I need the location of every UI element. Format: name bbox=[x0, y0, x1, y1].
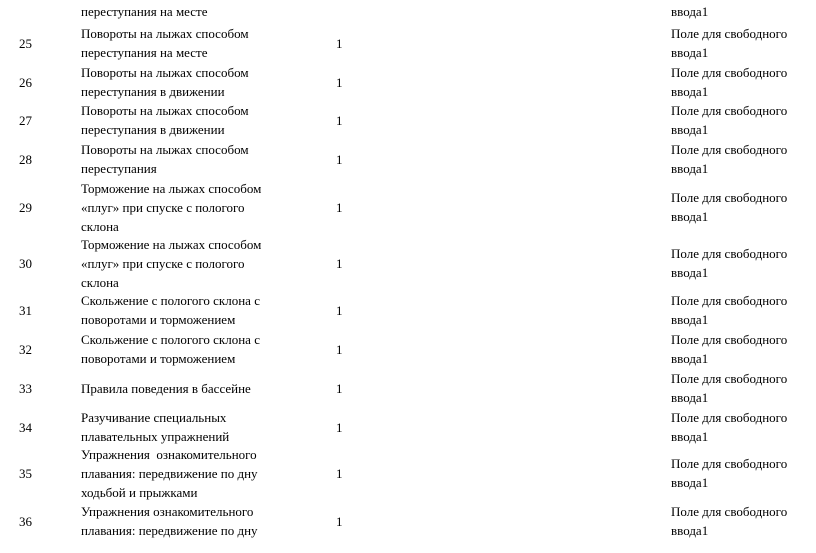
row-number: 32 bbox=[19, 342, 32, 357]
field-line: Поле для свободного bbox=[671, 190, 788, 205]
topic-text bbox=[81, 330, 296, 368]
hours-value: 1 bbox=[336, 75, 343, 90]
hours-value: 1 bbox=[336, 113, 343, 128]
hours-value: 1 bbox=[336, 514, 343, 529]
topic-line: Скольжение с пологого склона с bbox=[81, 293, 260, 308]
field-line: ввода1 bbox=[671, 161, 709, 176]
field-line: ввода1 bbox=[671, 390, 709, 405]
topic-text bbox=[81, 235, 296, 292]
topic-line: Правила поведения в бассейне bbox=[81, 381, 251, 396]
row-number: 26 bbox=[19, 75, 32, 90]
topic-text bbox=[81, 445, 296, 502]
topic-text bbox=[81, 63, 296, 101]
topic-text bbox=[81, 140, 296, 178]
topic-text bbox=[81, 101, 296, 139]
free-input-field bbox=[671, 291, 801, 329]
free-input-field bbox=[671, 63, 801, 101]
hours-value: 1 bbox=[336, 36, 343, 51]
topic-line: плавательных упражнений bbox=[81, 429, 230, 444]
field-line: ввода1 bbox=[671, 265, 709, 280]
row-number: 27 bbox=[19, 113, 32, 128]
hours-value: 1 bbox=[336, 256, 343, 271]
topic-text bbox=[81, 179, 296, 236]
field-line: Поле для свободного bbox=[671, 103, 788, 118]
topic-text: переступания на месте bbox=[81, 4, 208, 19]
topic-line: поворотами и торможением bbox=[81, 312, 236, 327]
field-line: ввода1 bbox=[671, 122, 709, 137]
hours-value: 1 bbox=[336, 303, 343, 318]
topic-line: склона bbox=[81, 275, 119, 290]
field-line: ввода1 bbox=[671, 312, 709, 327]
topic-line: «плуг» при спуске с пологого bbox=[81, 200, 245, 215]
hours-value: 1 bbox=[336, 381, 343, 396]
free-input-field bbox=[671, 330, 801, 368]
topic-line: поворотами и торможением bbox=[81, 351, 236, 366]
field-line: ввода1 bbox=[671, 523, 709, 538]
topic-line: переступания на месте bbox=[81, 45, 208, 60]
row-number: 34 bbox=[19, 420, 32, 435]
topic-text bbox=[81, 291, 296, 329]
row-number: 35 bbox=[19, 466, 32, 481]
topic-line: Разучивание специальных bbox=[81, 410, 227, 425]
row-number: 36 bbox=[19, 514, 32, 529]
field-line: ввода1 bbox=[671, 84, 709, 99]
hours-value: 1 bbox=[336, 466, 343, 481]
topic-line: Повороты на лыжах способом bbox=[81, 142, 249, 157]
free-input-field bbox=[671, 502, 801, 540]
hours-value: 1 bbox=[336, 152, 343, 167]
topic-text bbox=[81, 24, 296, 62]
row-number: 30 bbox=[19, 256, 32, 271]
free-input-field bbox=[671, 24, 801, 62]
field-line: ввода1 bbox=[671, 45, 709, 60]
hours-value: 1 bbox=[336, 342, 343, 357]
field-line: Поле для свободного bbox=[671, 332, 788, 347]
field-line: Поле для свободного bbox=[671, 26, 788, 41]
topic-line: «плуг» при спуске с пологого bbox=[81, 256, 245, 271]
field-line: ввода1 bbox=[671, 351, 709, 366]
free-input-field bbox=[671, 369, 801, 407]
row-number: 33 bbox=[19, 381, 32, 396]
free-input-field bbox=[671, 454, 801, 492]
topic-line: плавания: передвижение по дну bbox=[81, 466, 258, 481]
free-input-field bbox=[671, 244, 801, 282]
topic-line: Повороты на лыжах способом bbox=[81, 65, 249, 80]
field-line: Поле для свободного bbox=[671, 246, 788, 261]
row-number: 31 bbox=[19, 303, 32, 318]
topic-text bbox=[81, 379, 296, 398]
field-line: Поле для свободного bbox=[671, 293, 788, 308]
topic-line: Упражнения ознакомительного bbox=[81, 504, 254, 519]
field-line: ввода1 bbox=[671, 209, 709, 224]
free-input-field bbox=[671, 140, 801, 178]
row-number: 29 bbox=[19, 200, 32, 215]
topic-line: Упражнения ознакомительного bbox=[81, 447, 257, 462]
field-line: Поле для свободного bbox=[671, 456, 788, 471]
hours-value: 1 bbox=[336, 200, 343, 215]
free-input-field: ввода1 bbox=[671, 4, 709, 19]
row-number: 28 bbox=[19, 152, 32, 167]
topic-line: Торможение на лыжах способом bbox=[81, 181, 262, 196]
topic-line: Скольжение с пологого склона с bbox=[81, 332, 260, 347]
free-input-field bbox=[671, 188, 801, 226]
row-number: 25 bbox=[19, 36, 32, 51]
topic-line: плавания: передвижение по дну bbox=[81, 523, 258, 538]
topic-line: переступания в движении bbox=[81, 122, 225, 137]
topic-line: переступания в движении bbox=[81, 84, 225, 99]
free-input-field bbox=[671, 101, 801, 139]
field-line: ввода1 bbox=[671, 429, 709, 444]
field-line: Поле для свободного bbox=[671, 371, 788, 386]
topic-text bbox=[81, 502, 296, 540]
field-line: Поле для свободного bbox=[671, 504, 788, 519]
field-line: Поле для свободного bbox=[671, 65, 788, 80]
topic-line: склона bbox=[81, 219, 119, 234]
topic-line: Повороты на лыжах способом bbox=[81, 26, 249, 41]
topic-text bbox=[81, 408, 296, 446]
field-line: Поле для свободного bbox=[671, 410, 788, 425]
free-input-field bbox=[671, 408, 801, 446]
topic-line: переступания bbox=[81, 161, 157, 176]
field-line: ввода1 bbox=[671, 475, 709, 490]
field-line: Поле для свободного bbox=[671, 142, 788, 157]
topic-line: Торможение на лыжах способом bbox=[81, 237, 262, 252]
hours-value: 1 bbox=[336, 420, 343, 435]
topic-line: ходьбой и прыжками bbox=[81, 485, 198, 500]
topic-line: Повороты на лыжах способом bbox=[81, 103, 249, 118]
